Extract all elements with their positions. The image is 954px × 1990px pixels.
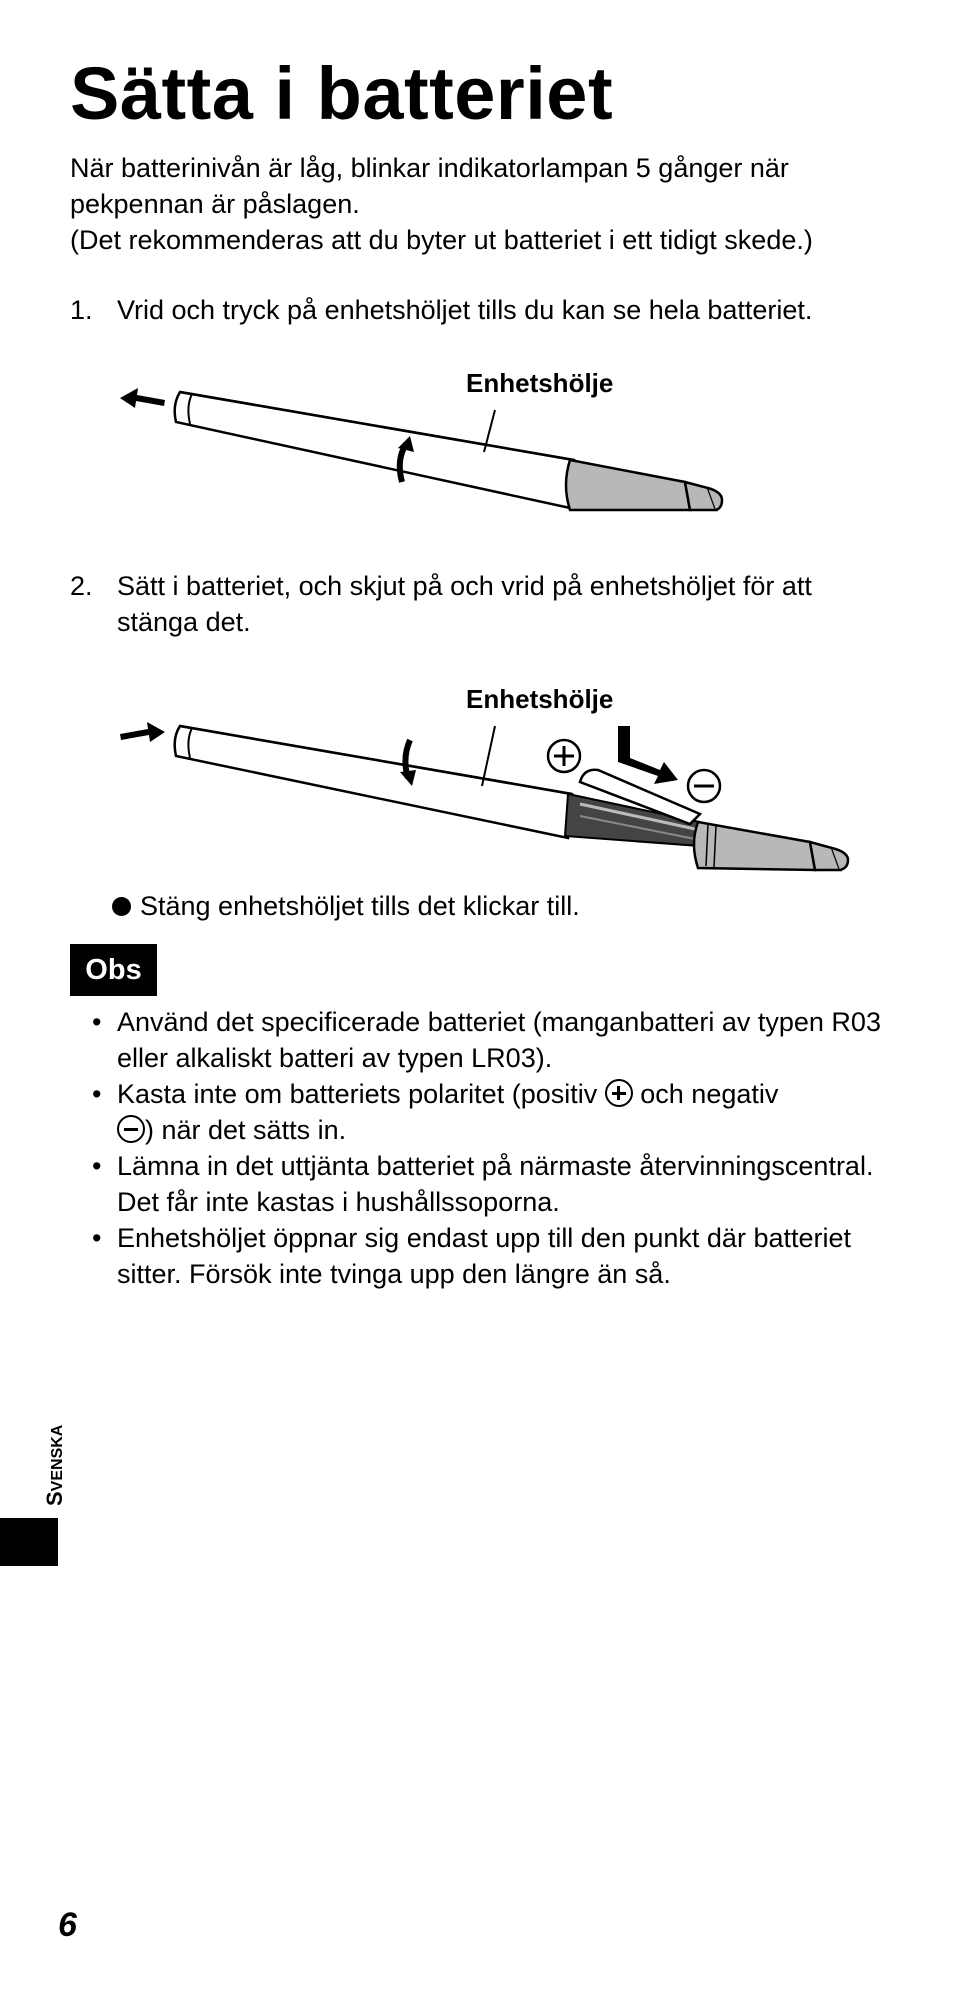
pen-figure-close [110, 674, 870, 884]
bullet-icon: • [92, 1007, 102, 1037]
list-item [70, 1148, 900, 1220]
obs-heading: Obs [70, 944, 157, 996]
note-text: ) när det sätts in. [145, 1115, 347, 1145]
page-title: Sätta i batteriet [70, 52, 614, 135]
figure-label: Enhetshölje [466, 684, 614, 714]
note-text: Kasta inte om batteriets polaritet (positiv [117, 1079, 598, 1109]
step-2 [70, 568, 900, 640]
intro-paragraph: När batterinivån är låg, blinkar indikatorlampan 5 gånger när pekpennan är påslagen. [70, 153, 789, 219]
plus-circle-icon [605, 1079, 633, 1107]
language-label-rest: VENSKA [49, 1424, 66, 1492]
figure-label: Enhetshölje [466, 368, 614, 398]
bullet-icon: • [92, 1079, 102, 1109]
page-number: 6 [58, 1906, 77, 1944]
list-item [70, 1076, 900, 1148]
step-text: Vrid och tryck på enhetshöljet tills du kan se hela batteriet. [117, 295, 813, 325]
intro-text [70, 150, 900, 258]
bullet-icon: • [92, 1223, 102, 1253]
intro-paragraph: (Det rekommenderas att du byter ut batteriet i ett tidigt skede.) [70, 225, 813, 255]
step-number: 2. [70, 571, 93, 601]
bullet-icon [112, 897, 131, 916]
notes-list [70, 1004, 900, 1292]
note-text: Använd det specificerade batteriet (manganbatteri av typen R03 eller alkaliskt batteri av typen LR03). [117, 1007, 881, 1073]
language-tab-marker [0, 1518, 58, 1566]
bullet-icon: • [92, 1151, 102, 1181]
step-text: Sätt i batteriet, och skjut på och vrid på enhetshöljet för att stänga det. [117, 571, 812, 637]
step-1 [70, 292, 900, 328]
note-text: och negativ [640, 1079, 779, 1109]
list-item [70, 1220, 900, 1292]
list-item [70, 1004, 900, 1076]
note-text: Lämna in det uttjänta batteriet på närmaste återvinningscentral. Det får inte kastas i hushållssoporna. [117, 1151, 874, 1217]
minus-circle-icon [117, 1115, 145, 1143]
step-number: 1. [70, 295, 93, 325]
pen-illustration [110, 360, 750, 540]
bullet-text: Stäng enhetshöljet tills det klickar till. [140, 891, 580, 921]
language-label-initial: S [42, 1491, 67, 1506]
language-label [42, 1425, 68, 1506]
note-text: Enhetshöljet öppnar sig endast upp till den punkt där batteriet sitter. Försök inte tvinga upp den längre än så. [117, 1223, 851, 1289]
pen-figure-open [110, 360, 750, 540]
